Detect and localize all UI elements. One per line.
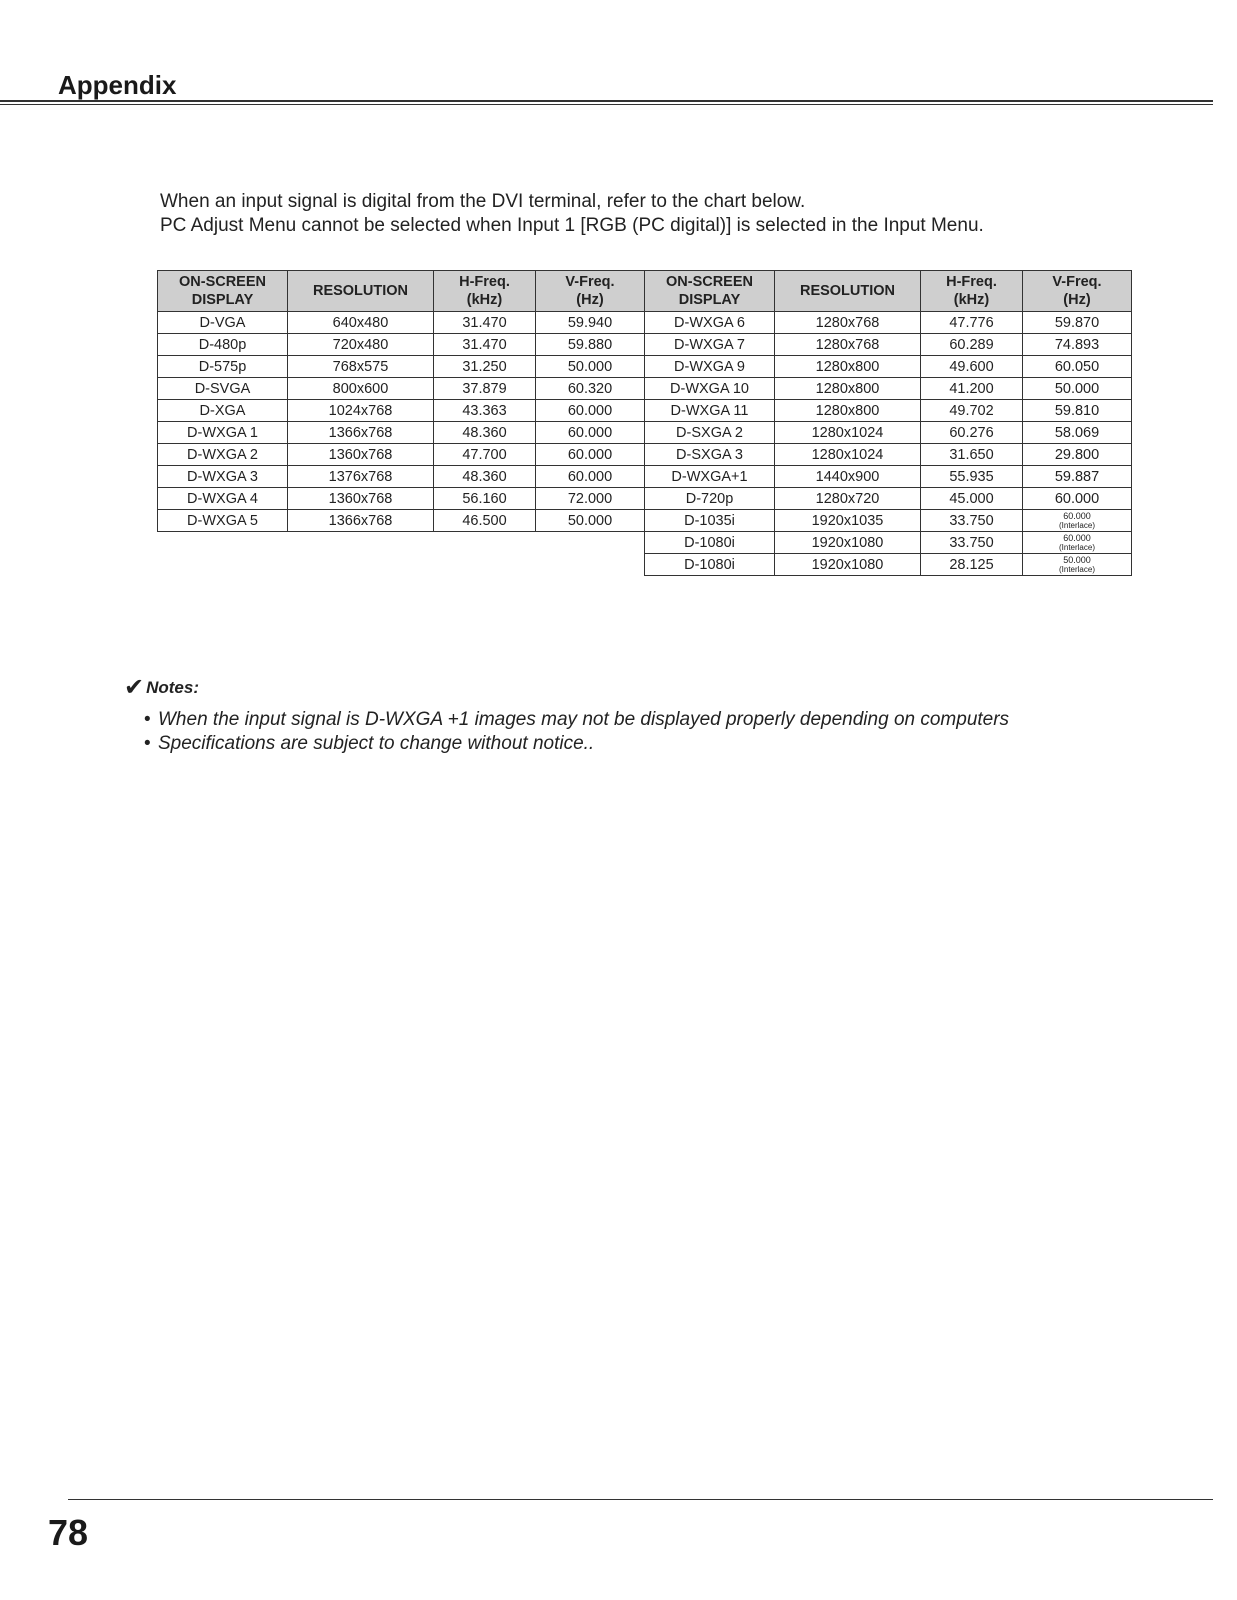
table-row (158, 334, 645, 356)
cell-resolution: 1280x768 (775, 312, 921, 334)
intro-text (160, 190, 1160, 238)
cell-hfreq: 33.750 (921, 510, 1023, 532)
table-row (158, 378, 645, 400)
cell-vfreq: 59.810 (1023, 400, 1132, 422)
cell-display: D-720p (645, 488, 775, 510)
cell-vfreq: 59.880 (536, 334, 645, 356)
table-header-row (645, 271, 1132, 312)
cell-hfreq: 60.276 (921, 422, 1023, 444)
cell-display: D-1080i (645, 554, 775, 576)
cell-vfreq: 59.887 (1023, 466, 1132, 488)
cell-hfreq: 31.470 (434, 334, 536, 356)
table-row (645, 422, 1132, 444)
header-resolution: RESOLUTION (288, 271, 434, 312)
table-row (645, 532, 1132, 554)
cell-display: D-1080i (645, 532, 775, 554)
table-row (158, 312, 645, 334)
table-row (645, 554, 1132, 576)
cell-hfreq: 48.360 (434, 466, 536, 488)
table-row (645, 466, 1132, 488)
cell-display: D-WXGA 6 (645, 312, 775, 334)
cell-vfreq: 60.000 (536, 444, 645, 466)
cell-display: D-WXGA 9 (645, 356, 775, 378)
cell-vfreq: 50.000 (536, 510, 645, 532)
checkmark-icon: ✔ (124, 674, 145, 701)
table-header-row (158, 271, 645, 312)
table-row (158, 444, 645, 466)
table-row (645, 356, 1132, 378)
cell-resolution: 1280x800 (775, 356, 921, 378)
cell-hfreq: 55.935 (921, 466, 1023, 488)
cell-hfreq: 33.750 (921, 532, 1023, 554)
cell-hfreq: 47.700 (434, 444, 536, 466)
header-onscreen-display: ON-SCREEN DISPLAY (645, 271, 775, 312)
cell-vfreq: 60.000 (1023, 488, 1132, 510)
cell-hfreq: 31.650 (921, 444, 1023, 466)
interlace-label: (Interlace) (1058, 520, 1095, 530)
table-row (645, 334, 1132, 356)
cell-display: D-575p (158, 356, 288, 378)
cell-resolution: 768x575 (288, 356, 434, 378)
note-item: • When the input signal is D-WXGA +1 images may not be displayed properly depending on computers (144, 709, 1010, 730)
cell-vfreq: 50.000 (Interlace) (1023, 554, 1132, 576)
header-hfreq: H-Freq. (kHz) (434, 271, 536, 312)
cell-resolution: 800x600 (288, 378, 434, 400)
cell-hfreq: 49.702 (921, 400, 1023, 422)
notes-heading-label: Notes: (146, 678, 200, 697)
cell-display: D-VGA (158, 312, 288, 334)
cell-resolution: 1920x1035 (775, 510, 921, 532)
notes-list (124, 708, 1124, 756)
cell-resolution: 1440x900 (775, 466, 921, 488)
table-row (158, 466, 645, 488)
cell-hfreq: 56.160 (434, 488, 536, 510)
header-divider (0, 100, 1213, 105)
cell-resolution: 720x480 (288, 334, 434, 356)
cell-display: D-WXGA 4 (158, 488, 288, 510)
cell-resolution: 1280x800 (775, 400, 921, 422)
cell-vfreq: 60.000 (Interlace) (1023, 510, 1132, 532)
cell-hfreq: 43.363 (434, 400, 536, 422)
cell-resolution: 1360x768 (288, 444, 434, 466)
notes-section (124, 676, 1124, 756)
cell-vfreq: 74.893 (1023, 334, 1132, 356)
header-hfreq: H-Freq. (kHz) (921, 271, 1023, 312)
cell-display: D-SXGA 2 (645, 422, 775, 444)
cell-resolution: 1280x800 (775, 378, 921, 400)
cell-vfreq: 60.050 (1023, 356, 1132, 378)
table-row (645, 510, 1132, 532)
cell-resolution: 640x480 (288, 312, 434, 334)
cell-hfreq: 60.289 (921, 334, 1023, 356)
cell-vfreq: 60.320 (536, 378, 645, 400)
cell-vfreq: 60.000 (536, 466, 645, 488)
bullet-icon: • (144, 733, 151, 754)
table-row (645, 378, 1132, 400)
cell-display: D-480p (158, 334, 288, 356)
cell-resolution: 1376x768 (288, 466, 434, 488)
bullet-icon: • (144, 709, 151, 730)
cell-resolution: 1280x1024 (775, 444, 921, 466)
cell-display: D-WXGA 11 (645, 400, 775, 422)
header-onscreen-display: ON-SCREEN DISPLAY (158, 271, 288, 312)
cell-hfreq: 49.600 (921, 356, 1023, 378)
cell-display: D-SXGA 3 (645, 444, 775, 466)
cell-resolution: 1360x768 (288, 488, 434, 510)
cell-display: D-WXGA+1 (645, 466, 775, 488)
cell-resolution: 1280x768 (775, 334, 921, 356)
table-row (645, 312, 1132, 334)
cell-display: D-SVGA (158, 378, 288, 400)
cell-display: D-WXGA 5 (158, 510, 288, 532)
cell-resolution: 1366x768 (288, 422, 434, 444)
footer-divider (68, 1499, 1213, 1500)
cell-hfreq: 28.125 (921, 554, 1023, 576)
signal-table-right (644, 270, 1132, 576)
cell-resolution: 1024x768 (288, 400, 434, 422)
table-row (645, 488, 1132, 510)
cell-display: D-WXGA 1 (158, 422, 288, 444)
note-item: • Specifications are subject to change without notice.. (144, 733, 595, 754)
cell-resolution: 1366x768 (288, 510, 434, 532)
cell-hfreq: 31.470 (434, 312, 536, 334)
cell-vfreq: 60.000 (Interlace) (1023, 532, 1132, 554)
interlace-label: (Interlace) (1058, 564, 1095, 574)
cell-vfreq: 60.000 (536, 422, 645, 444)
page-title: Appendix (58, 70, 177, 100)
cell-resolution: 1920x1080 (775, 532, 921, 554)
cell-display: D-1035i (645, 510, 775, 532)
cell-vfreq: 72.000 (536, 488, 645, 510)
cell-hfreq: 45.000 (921, 488, 1023, 510)
cell-display: D-XGA (158, 400, 288, 422)
table-row (158, 400, 645, 422)
intro-line-2: PC Adjust Menu cannot be selected when Input 1 [RGB (PC digital)] is selected in the Input Menu. (160, 215, 984, 236)
cell-vfreq: 59.870 (1023, 312, 1132, 334)
cell-hfreq: 37.879 (434, 378, 536, 400)
table-row (158, 356, 645, 378)
header-vfreq: V-Freq. (Hz) (536, 271, 645, 312)
cell-hfreq: 48.360 (434, 422, 536, 444)
header-vfreq: V-Freq. (Hz) (1023, 271, 1132, 312)
header-resolution: RESOLUTION (775, 271, 921, 312)
table-row (645, 400, 1132, 422)
table-row (158, 422, 645, 444)
interlace-label: (Interlace) (1058, 542, 1095, 552)
cell-display: D-WXGA 2 (158, 444, 288, 466)
cell-vfreq: 58.069 (1023, 422, 1132, 444)
notes-heading (124, 676, 1124, 700)
cell-vfreq: 29.800 (1023, 444, 1132, 466)
table-row (158, 510, 645, 532)
cell-display: D-WXGA 10 (645, 378, 775, 400)
table-row (645, 444, 1132, 466)
cell-vfreq: 50.000 (536, 356, 645, 378)
signal-table-left (157, 270, 645, 532)
cell-hfreq: 31.250 (434, 356, 536, 378)
cell-resolution: 1280x720 (775, 488, 921, 510)
cell-hfreq: 47.776 (921, 312, 1023, 334)
page-number: 78 (48, 1512, 89, 1553)
cell-hfreq: 41.200 (921, 378, 1023, 400)
table-row (158, 488, 645, 510)
cell-display: D-WXGA 3 (158, 466, 288, 488)
cell-vfreq: 59.940 (536, 312, 645, 334)
cell-hfreq: 46.500 (434, 510, 536, 532)
cell-display: D-WXGA 7 (645, 334, 775, 356)
cell-resolution: 1920x1080 (775, 554, 921, 576)
cell-vfreq: 50.000 (1023, 378, 1132, 400)
cell-resolution: 1280x1024 (775, 422, 921, 444)
cell-vfreq: 60.000 (536, 400, 645, 422)
intro-line-1: When an input signal is digital from the DVI terminal, refer to the chart below. (160, 191, 806, 212)
